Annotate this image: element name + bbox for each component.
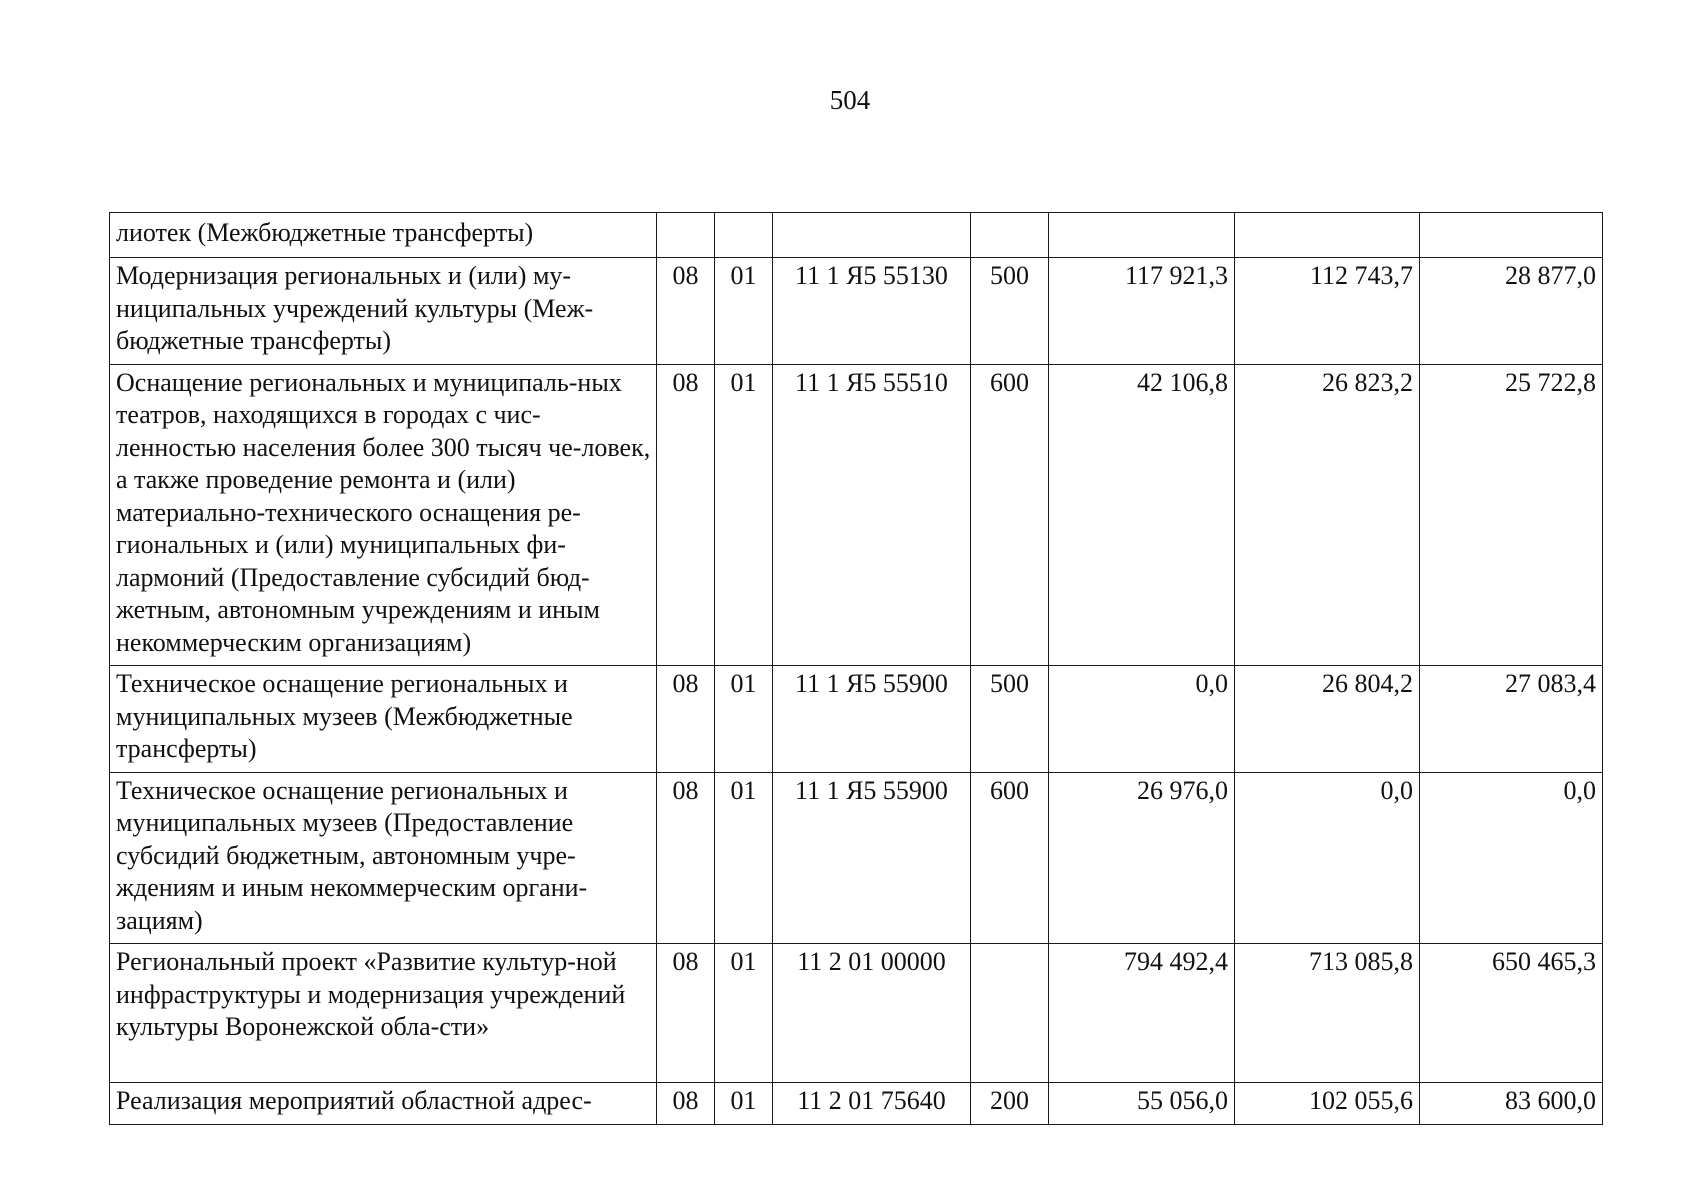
amount-2: 26 823,2 <box>1235 364 1420 666</box>
amount-2: 26 804,2 <box>1235 666 1420 773</box>
target-article-code: 11 1 Я5 55900 <box>773 772 971 944</box>
row-description: Техническое оснащение региональных и муниципальных музеев (Межбюджетные трансферты) <box>110 666 657 773</box>
amount-1: 0,0 <box>1049 666 1235 773</box>
target-article-code <box>773 213 971 258</box>
expense-type-code <box>971 944 1049 1083</box>
page-number: 504 <box>829 85 871 115</box>
target-article-code: 11 1 Я5 55900 <box>773 666 971 773</box>
amount-3: 0,0 <box>1420 772 1603 944</box>
row-description: Региональный проект «Развитие культур-ной инфраструктуры и модернизация учреждений культуры Воронежской обла-сти» <box>110 944 657 1083</box>
amount-2: 0,0 <box>1235 772 1420 944</box>
amount-3: 83 600,0 <box>1420 1083 1603 1125</box>
table-row <box>110 1083 1603 1125</box>
target-article-code: 11 1 Я5 55130 <box>773 258 971 365</box>
target-article-code: 11 2 01 00000 <box>773 944 971 1083</box>
row-description: Техническое оснащение региональных и муниципальных музеев (Предоставление субсидий бюджетным, автономным учре-ждениям и иным некоммерческим органи-зациям) <box>110 772 657 944</box>
amount-1: 117 921,3 <box>1049 258 1235 365</box>
amount-2: 102 055,6 <box>1235 1083 1420 1125</box>
amount-1: 794 492,4 <box>1049 944 1235 1083</box>
row-description: Оснащение региональных и муниципаль-ных театров, находящихся в городах с чис-ленностью населения более 300 тысяч че-ловек, а также проведение ремонта и (или) материально-технического оснащения ре-гиональных и (или) муниципальных фи-лармоний (Предоставление субсидий бюд-жетным, автономным учреждениям и иным некоммерческим организациям) <box>110 364 657 666</box>
subsection-code: 01 <box>715 772 773 944</box>
target-article-code: 11 2 01 75640 <box>773 1083 971 1125</box>
section-code: 08 <box>657 666 715 773</box>
expense-type-code <box>971 213 1049 258</box>
amount-3: 28 877,0 <box>1420 258 1603 365</box>
subsection-code: 01 <box>715 364 773 666</box>
expense-type-code: 500 <box>971 258 1049 365</box>
amount-3: 27 083,4 <box>1420 666 1603 773</box>
budget-table <box>109 212 1603 1125</box>
row-description: Реализация мероприятий областной адрес- <box>110 1083 657 1125</box>
amount-1 <box>1049 213 1235 258</box>
section-code: 08 <box>657 258 715 365</box>
subsection-code: 01 <box>715 258 773 365</box>
subsection-code: 01 <box>715 1083 773 1125</box>
table-row <box>110 772 1603 944</box>
expense-type-code: 600 <box>971 772 1049 944</box>
expense-type-code: 500 <box>971 666 1049 773</box>
subsection-code: 01 <box>715 944 773 1083</box>
amount-1: 26 976,0 <box>1049 772 1235 944</box>
row-description: лиотек (Межбюджетные трансферты) <box>110 213 657 258</box>
amount-3: 25 722,8 <box>1420 364 1603 666</box>
table-row <box>110 258 1603 365</box>
section-code: 08 <box>657 1083 715 1125</box>
amount-2: 713 085,8 <box>1235 944 1420 1083</box>
section-code: 08 <box>657 364 715 666</box>
amount-1: 55 056,0 <box>1049 1083 1235 1125</box>
amount-3 <box>1420 213 1603 258</box>
table-row <box>110 213 1603 258</box>
table-row <box>110 666 1603 773</box>
expense-type-code: 600 <box>971 364 1049 666</box>
amount-2 <box>1235 213 1420 258</box>
expense-type-code: 200 <box>971 1083 1049 1125</box>
target-article-code: 11 1 Я5 55510 <box>773 364 971 666</box>
subsection-code <box>715 213 773 258</box>
table-row <box>110 364 1603 666</box>
table-row <box>110 944 1603 1083</box>
section-code: 08 <box>657 772 715 944</box>
section-code: 08 <box>657 944 715 1083</box>
section-code <box>657 213 715 258</box>
amount-2: 112 743,7 <box>1235 258 1420 365</box>
subsection-code: 01 <box>715 666 773 773</box>
row-description: Модернизация региональных и (или) му-ниципальных учреждений культуры (Меж-бюджетные трансферты) <box>110 258 657 365</box>
amount-1: 42 106,8 <box>1049 364 1235 666</box>
amount-3: 650 465,3 <box>1420 944 1603 1083</box>
